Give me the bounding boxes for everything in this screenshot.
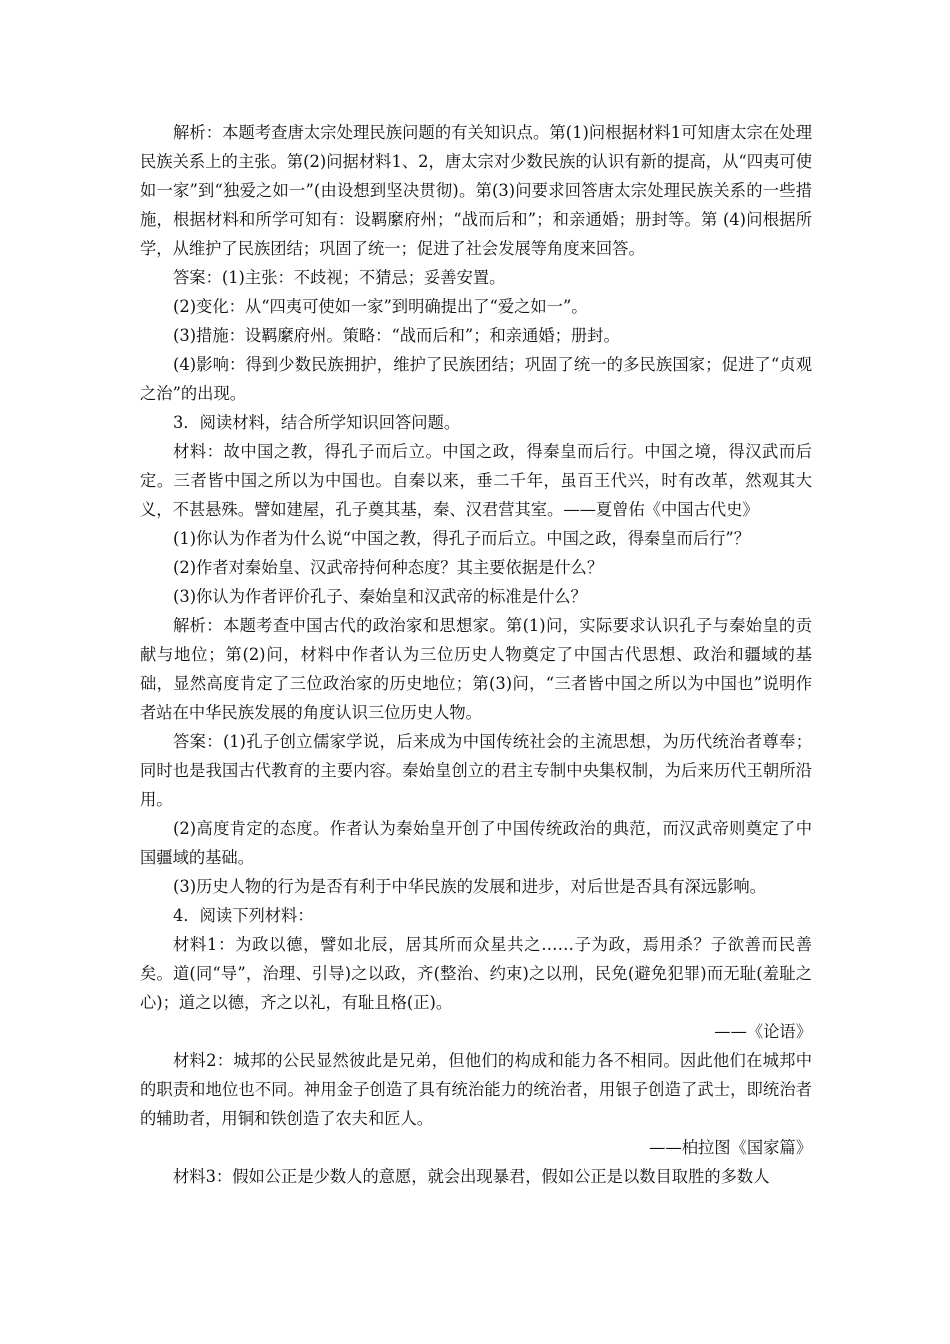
paragraph: 材料3：假如公正是少数人的意愿，就会出现暴君，假如公正是以数目取胜的多数人: [173, 1167, 770, 1186]
paragraph: 材料：故中国之教，得孔子而后立。中国之政，得秦皇而后行。中国之境，得汉武而后定。三者皆中国之所以为中国也。自秦以来，垂二千年，虽百王代兴，时有改革，然观其大义，不甚悬殊。譬如建屋，孔子奠其基，秦、汉君营其室。——夏曾佑《中国古代史》: [140, 442, 812, 519]
paragraph: (3)你认为作者评价孔子、秦始皇和汉武帝的标准是什么？: [173, 587, 587, 606]
document-body: [140, 118, 812, 1191]
paragraph: (4)影响：得到少数民族拥护，维护了民族团结；巩固了统一的多民族国家；促进了“贞观之治”的出现。: [140, 355, 812, 403]
paragraph: (3)历史人物的行为是否有利于中华民族的发展和进步，对后世是否具有深远影响。: [173, 877, 766, 896]
paragraph: 答案：(1)主张：不歧视；不猜忌；妥善安置。: [173, 268, 506, 287]
paragraph: 答案：(1)孔子创立儒家学说，后来成为中国传统社会的主流思想，为历代统治者尊奉；同时也是我国古代教育的主要内容。秦始皇创立的君主专制中央集权制，为后来历代王朝所沿用。: [140, 732, 812, 809]
paragraph: (3)措施：设羁縻府州。策略：“战而后和”；和亲通婚；册封。: [173, 326, 620, 345]
paragraph: (2)高度肯定的态度。作者认为秦始皇开创了中国传统政治的典范，而汉武帝则奠定了中国疆域的基础。: [140, 819, 812, 867]
paragraph: 3．阅读材料，结合所学知识回答问题。: [173, 413, 461, 432]
paragraph: 材料2：城邦的公民显然彼此是兄弟，但他们的构成和能力各不相同。因此他们在城邦中的职责和地位也不同。神用金子创造了具有统治能力的统治者，用银子创造了武士，即统治者的辅助者，用铜和铁创造了农夫和匠人。: [140, 1051, 812, 1128]
paragraph: 4．阅读下列材料：: [173, 906, 314, 925]
paragraph: 解析：本题考查中国古代的政治家和思想家。第(1)问，实际要求认识孔子与秦始皇的贡献与地位；第(2)问，材料中作者认为三位历史人物奠定了中国古代思想、政治和疆域的基础，显然高度肯定了三位政治家的历史地位；第(3)问，“三者皆中国之所以为中国也”说明作者站在中华民族发展的角度认识三位历史人物。: [140, 616, 812, 722]
source-attribution: ——柏拉图《国家篇》: [649, 1138, 812, 1157]
paragraph: (2)变化：从“四夷可使如一家”到明确提出了“爱之如一”。: [173, 297, 588, 316]
source-attribution: ——《论语》: [714, 1022, 812, 1041]
paragraph: (1)你认为作者为什么说“中国之教，得孔子而后立。中国之政，得秦皇而后行”？: [173, 529, 750, 548]
paragraph: 解析：本题考查唐太宗处理民族问题的有关知识点。第(1)问根据材料1可知唐太宗在处理民族关系上的主张。第(2)问据材料1、2，唐太宗对少数民族的认识有新的提高，从“四夷可使如一家”到“独爱之如一”(由设想到坚决贯彻)。第(3)问要求回答唐太宗处理民族关系的一些措施，根据材料和所学可知有：设羁縻府州；“战而后和”；和亲通婚；册封等。第 (4)问根据所学，从维护了民族团结；巩固了统一；促进了社会发展等角度来回答。: [140, 123, 812, 258]
paragraph: 材料1：为政以德，譬如北辰，居其所而众星共之……子为政，焉用杀？子欲善而民善矣。道(同“导”，治理、引导)之以政，齐(整治、约束)之以刑，民免(避免犯罪)而无耻(羞耻之心)；道之以德，齐之以礼，有耻且格(正)。: [140, 935, 812, 1012]
paragraph: (2)作者对秦始皇、汉武帝持何种态度？其主要依据是什么？: [173, 558, 604, 577]
